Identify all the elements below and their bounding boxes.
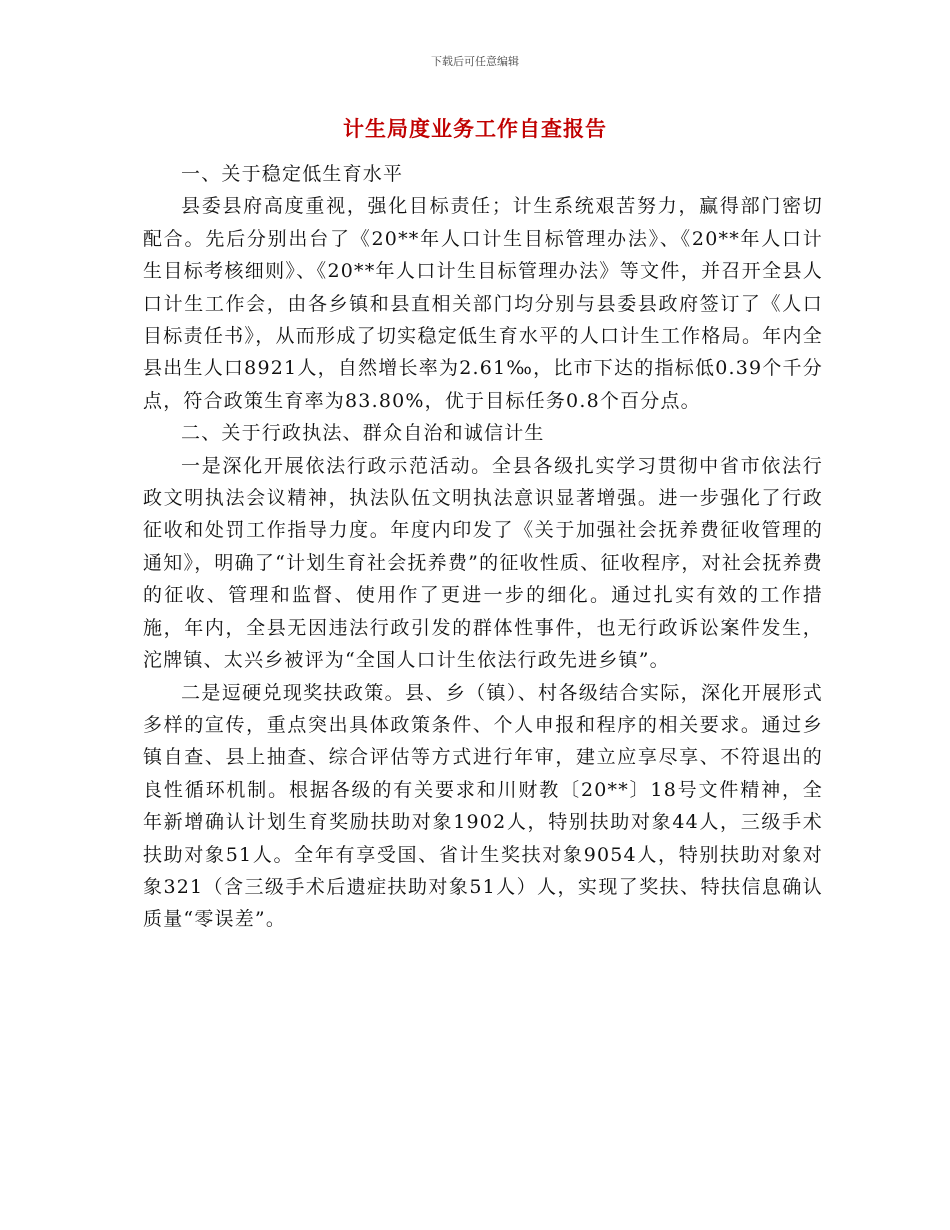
header-note: 下载后可任意编辑 bbox=[431, 55, 519, 68]
document-title: 计生局度业务工作自查报告 bbox=[343, 116, 607, 141]
paragraph: 二是逗硬兑现奖扶政策。县、乡（镇）、村各级结合实际，深化开展形式多样的宣传，重点突出具体政策条件、个人申报和程序的相关要求。通过乡镇自查、县上抽查、综合评估等方式进行年审，建立应享尽享、不符退出的良性循环机制。根据各级的有关要求和川财教〔20**〕18号文件精神，全年新增确认计划生育奖励扶助对象1902人，特别扶助对象44人，三级手术扶助对象51人。全年有享受国、省计生奖扶对象9054人，特别扶助对象对象321（含三级手术后遗症扶助对象51人）人，实现了奖扶、特扶信息确认质量“零误差”。 bbox=[143, 681, 823, 931]
paragraph: 县委县府高度重视，强化目标责任；计生系统艰苦努力，赢得部门密切配合。先后分别出台了《20**年人口计生目标管理办法》、《20**年人口计生目标考核细则》、《20**年人口计生目标管理办法》等文件，并召开全县人口计生工作会，由各乡镇和县直相关部门均分别与县委县政府签订了《人口目标责任书》，从而形成了切实稳定低生育水平的人口计生工作格局。年内全县出生人口8921人，自然增长率为2.61‰，比市下达的指标低0.39个千分点，符合政策生育率为83.80%，优于目标任务0.8个百分点。 bbox=[143, 195, 823, 412]
paragraph: 一是深化开展依法行政示范活动。全县各级扎实学习贯彻中省市依法行政文明执法会议精神，执法队伍文明执法意识显著增强。进一步强化了行政征收和处罚工作指导力度。年度内印发了《关于加强社会抚养费征收管理的通知》，明确了“计划生育社会抚养费”的征收性质、征收程序，对社会抚养费的征收、管理和监督、使用作了更进一步的细化。通过扎实有效的工作措施，年内，全县无因违法行政引发的群体性事件，也无行政诉讼案件发生，沱牌镇、太兴乡被评为“全国人口计生依法行政先进乡镇”。 bbox=[143, 454, 823, 672]
section-heading: 二、关于行政执法、群众自治和诚信计生 bbox=[181, 422, 545, 445]
section-heading: 一、关于稳定低生育水平 bbox=[181, 163, 404, 185]
document-body bbox=[143, 158, 823, 936]
